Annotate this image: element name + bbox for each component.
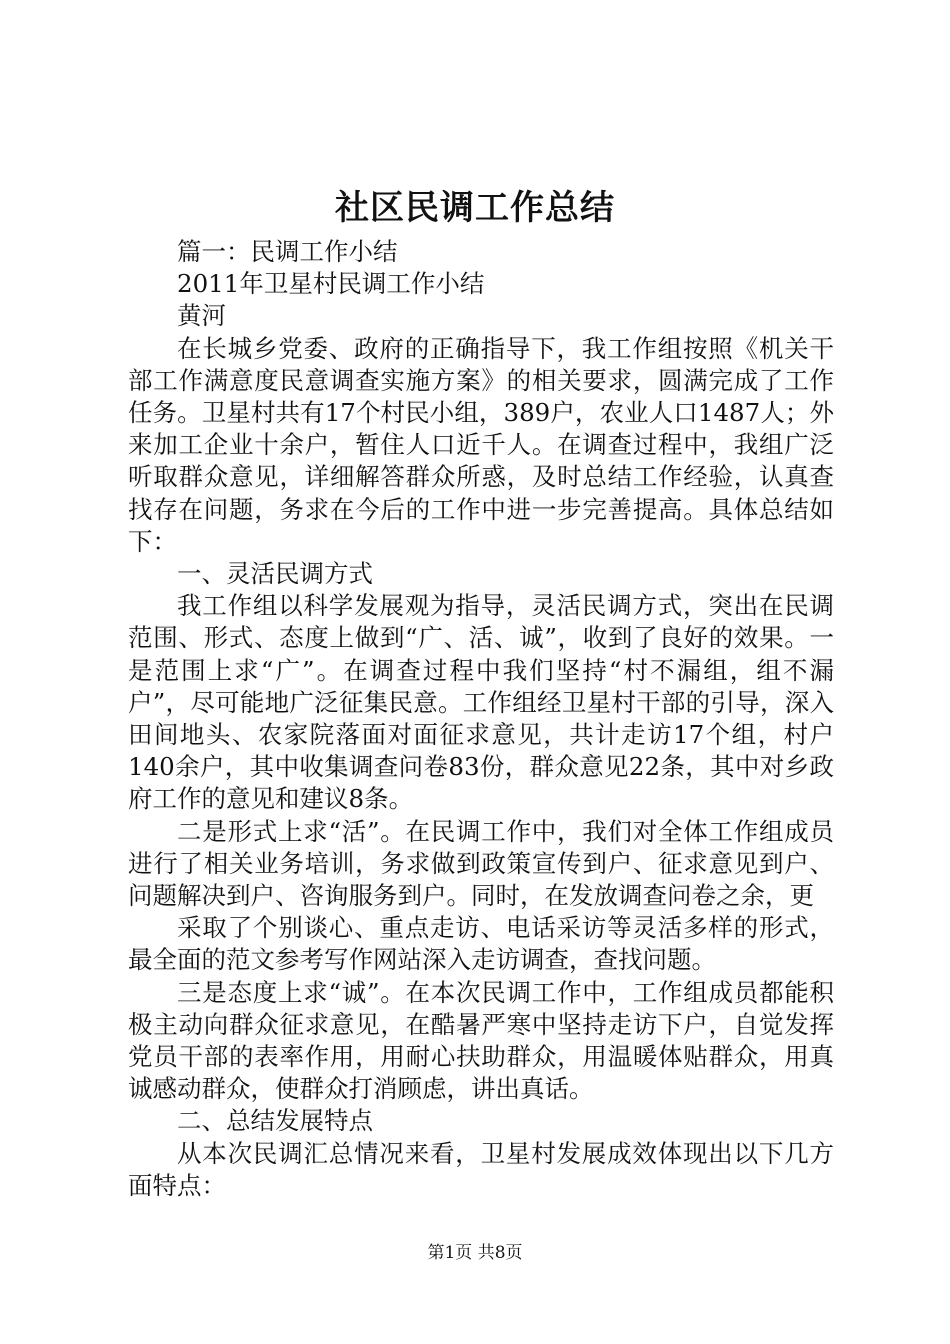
- section-heading-part-one: 篇一：民调工作小结: [177, 237, 398, 266]
- paragraph-intro: 在长城乡党委、政府的正确指导下，我工作组按照《机关干部工作满意度民意调查实施方案》的相关要求，圆满完成了工作任务。卫星村共有17个村民小组，389户，农业人口1487人；外来加工企业十余户，暂住人口近千人。在调查过程中，我组广泛听取群众意见，详细解答群众所惑，及时总结工作经验，认真查找存在问题，务求在今后的工作中进一步完善提高。具体总结如下：: [128, 333, 834, 556]
- page-number: 第1页 共8页: [427, 1243, 523, 1263]
- document-body: [128, 236, 834, 1202]
- subtitle: 2011年卫星村民调工作小结: [177, 269, 485, 299]
- paragraph-scope: 我工作组以科学发展观为指导，灵活民调方式，突出在民调范围、形式、态度上做到“广、活、诚”，收到了良好的效果。一是范围上求“广”。在调查过程中我们坚持“村不漏组，组不漏户”，尽可能地广泛征集民意。工作组经卫星村干部的引导，深入田间地头、农家院落面对面征求意见，共计走访17个组，村户140余户，其中收集调查问卷83份，群众意见22条，其中对乡政府工作的意见和建议8条。: [128, 591, 834, 814]
- document-title: 社区民调工作总结: [335, 188, 615, 228]
- section-heading-two: 二、总结发展特点: [177, 1106, 373, 1136]
- paragraph-summary: 从本次民调汇总情况来看，卫星村发展成效体现出以下几方面特点：: [128, 1138, 834, 1200]
- paragraph-attitude: 三是态度上求“诚”。在本次民调工作中，工作组成员都能积极主动向群众征求意见，在酷暑严寒中坚持走访下户，自觉发挥党员干部的表率作用，用耐心扶助群众，用温暖体贴群众，用真诚感动群众，使群众打消顾虑，讲出真话。: [128, 977, 834, 1104]
- section-heading-one: 一、灵活民调方式: [177, 559, 373, 589]
- author: 黄河: [177, 301, 226, 331]
- paragraph-form: 二是形式上求“活”。在民调工作中，我们对全体工作组成员进行了相关业务培训，务求做到政策宣传到户、征求意见到户、问题解决到户、咨询服务到户。同时，在发放调查问卷之余，更: [128, 816, 834, 911]
- paragraph-methods: 采取了个别谈心、重点走访、电话采访等灵活多样的形式，最全面的范文参考写作网站深入走访调查，查找问题。: [128, 913, 834, 975]
